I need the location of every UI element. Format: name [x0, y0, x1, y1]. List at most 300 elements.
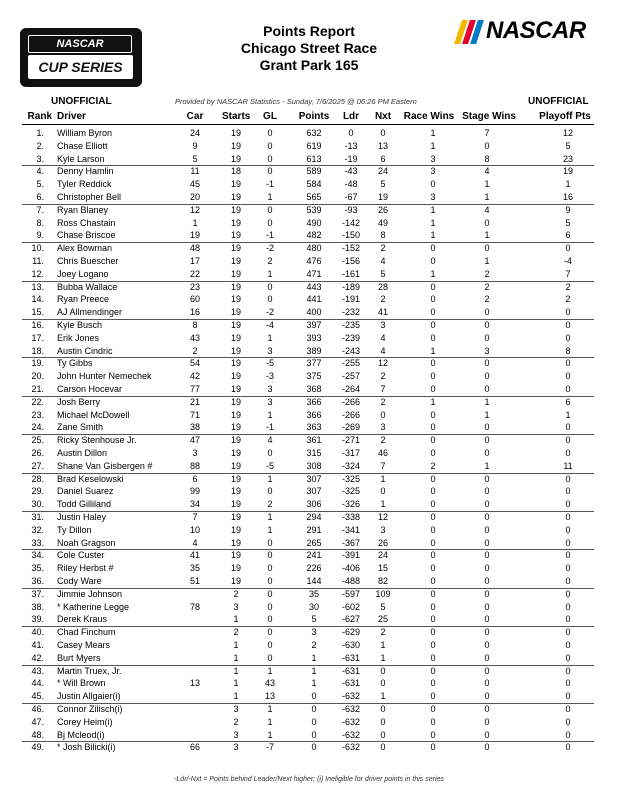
nascar-wordmark: NASCAR [486, 17, 586, 44]
cell-car: 2 [192, 345, 198, 356]
cell-race-wins: 0 [430, 665, 436, 676]
cell-stage-wins: 2 [484, 268, 490, 279]
col-playoff-pts: Playoff Pts [539, 111, 591, 122]
cell-ldr: -325 [341, 486, 360, 497]
cell-nxt: 7 [380, 384, 386, 394]
cell-playoff-pts: -4 [563, 256, 572, 266]
cell-playoff-pts: 12 [562, 128, 573, 138]
cell-race-wins: 3 [430, 153, 436, 164]
cell-gl: 2 [267, 499, 273, 510]
cell-race-wins: 3 [430, 166, 436, 177]
cell-starts: 19 [230, 345, 241, 356]
cell-nxt: 8 [380, 230, 386, 241]
cell-points: 35 [308, 588, 319, 599]
cell-playoff-pts: 0 [565, 537, 571, 548]
cell-nxt: 15 [377, 563, 388, 574]
cell-ldr: -243 [341, 345, 360, 356]
cell-playoff-pts: 0 [565, 320, 571, 330]
cell-gl: 0 [267, 166, 273, 177]
cell-starts: 19 [230, 320, 241, 330]
cell-stage-wins: 0 [484, 499, 490, 510]
cell-playoff-pts: 8 [565, 345, 571, 356]
cell-ldr: -488 [341, 576, 360, 586]
cell-starts: 19 [230, 550, 241, 561]
cell-playoff-pts: 0 [565, 576, 571, 586]
cell-playoff-pts: 0 [565, 691, 571, 702]
cell-rank: 11. [32, 256, 44, 266]
cell-ldr: -13 [344, 140, 358, 151]
cell-rank: 28. [31, 473, 44, 484]
cell-ldr: -142 [341, 217, 360, 228]
cell-nxt: 3 [380, 320, 386, 330]
cell-playoff-pts: 0 [565, 332, 571, 343]
cell-starts: 19 [230, 448, 241, 458]
cell-stage-wins: 2 [484, 281, 490, 292]
cell-ldr: -632 [341, 729, 360, 740]
cell-rank: 36. [31, 576, 44, 586]
cell-starts: 19 [230, 243, 241, 254]
cell-driver: Alex Bowman [57, 243, 113, 254]
cell-points: 0 [311, 716, 317, 727]
cell-starts: 19 [230, 563, 241, 574]
cell-car: 42 [189, 371, 200, 382]
cell-driver: Tyler Reddick [57, 179, 112, 190]
cell-stage-wins: 0 [484, 524, 490, 535]
cell-gl: 0 [267, 486, 273, 497]
cell-stage-wins: 1 [484, 409, 490, 420]
cell-nxt: 41 [377, 307, 388, 318]
cell-car: 16 [189, 307, 200, 318]
cell-points: 2 [311, 640, 317, 650]
col-ldr: Ldr [342, 111, 360, 122]
cell-rank: 38. [31, 601, 44, 612]
cell-playoff-pts: 0 [565, 563, 571, 574]
cell-starts: 1 [233, 640, 239, 650]
cell-points: 307 [306, 473, 322, 484]
cell-playoff-pts: 0 [565, 512, 571, 522]
cell-stage-wins: 0 [484, 307, 490, 318]
cell-ldr: -632 [341, 691, 360, 702]
cell-stage-wins: 0 [484, 627, 490, 638]
cell-stage-wins: 3 [484, 345, 490, 356]
cell-rank: 27. [31, 460, 44, 471]
table-row [0, 421, 618, 434]
cell-gl: -5 [265, 460, 274, 471]
cell-race-wins: 0 [430, 307, 436, 318]
cell-race-wins: 0 [430, 678, 436, 689]
cell-gl: 3 [267, 384, 273, 394]
cell-ldr: -257 [341, 371, 360, 382]
cell-race-wins: 0 [430, 524, 436, 535]
cell-playoff-pts: 0 [565, 627, 571, 638]
cell-ldr: -156 [341, 256, 360, 266]
cell-driver: Jimmie Johnson [57, 588, 123, 599]
cell-stage-wins: 0 [484, 243, 490, 254]
cell-rank: 45. [31, 691, 44, 702]
cell-gl: 2 [267, 256, 273, 266]
cell-stage-wins: 2 [484, 294, 490, 305]
cell-rank: 6. [36, 192, 44, 202]
table-row [0, 383, 618, 396]
cell-rank: 20. [31, 371, 44, 382]
cell-gl: 0 [267, 204, 273, 215]
cell-ldr: -266 [341, 396, 360, 407]
cell-nxt: 24 [377, 550, 388, 561]
cell-rank: 18. [31, 345, 44, 356]
cell-race-wins: 0 [430, 435, 436, 446]
cell-stage-wins: 0 [484, 691, 490, 702]
cell-race-wins: 1 [430, 345, 436, 356]
cell-rank: 13. [31, 281, 44, 292]
cell-gl: -2 [265, 307, 274, 318]
cell-nxt: 3 [380, 524, 386, 535]
race-name: Chicago Street Race [240, 40, 378, 56]
cell-points: 441 [306, 294, 322, 305]
cell-car: 12 [189, 204, 200, 215]
cell-stage-wins: 0 [484, 588, 490, 599]
cell-rank: 26. [31, 448, 44, 458]
cell-nxt: 82 [377, 576, 388, 586]
cell-gl: 0 [267, 550, 273, 561]
cell-starts: 19 [230, 128, 241, 138]
cell-rank: 2. [36, 140, 44, 151]
cell-race-wins: 0 [430, 281, 436, 292]
cell-stage-wins: 0 [484, 742, 490, 753]
cell-ldr: -271 [341, 435, 360, 446]
cell-driver: Ricky Stenhouse Jr. [57, 435, 137, 446]
cell-rank: 9. [36, 230, 44, 241]
cell-stage-wins: 0 [484, 140, 490, 151]
cell-ldr: -19 [344, 153, 358, 164]
table-row [0, 370, 618, 383]
cell-gl: 0 [267, 614, 273, 625]
cell-car: 5 [192, 153, 198, 164]
cell-gl: 0 [267, 217, 273, 228]
cell-car: 48 [189, 243, 200, 254]
cell-car: 7 [192, 512, 198, 522]
cell-playoff-pts: 0 [565, 448, 571, 458]
cell-car: 45 [189, 179, 200, 190]
cell-gl: 0 [267, 627, 273, 638]
event-name: Grant Park 165 [259, 57, 359, 73]
cell-starts: 19 [230, 384, 241, 394]
cell-race-wins: 1 [430, 204, 436, 215]
col-stage-wins: Stage Wins [462, 111, 516, 122]
cell-points: 476 [306, 256, 322, 266]
col-points: Points [298, 111, 330, 122]
cell-stage-wins: 0 [484, 665, 490, 676]
cell-ldr: -597 [341, 588, 360, 599]
cell-race-wins: 3 [430, 192, 436, 202]
cell-nxt: 12 [377, 358, 388, 369]
table-row [0, 306, 618, 319]
cell-race-wins: 0 [430, 179, 436, 190]
cell-stage-wins: 0 [484, 422, 490, 433]
cell-starts: 19 [230, 576, 241, 586]
cell-starts: 19 [230, 179, 241, 190]
cell-car: 1 [192, 217, 198, 228]
table-row [0, 498, 618, 511]
cell-nxt: 2 [380, 435, 386, 446]
cell-starts: 19 [230, 460, 241, 471]
cell-ldr: -338 [341, 512, 360, 522]
cell-playoff-pts: 5 [565, 140, 571, 151]
cell-nxt: 12 [377, 512, 388, 522]
cell-gl: 13 [264, 691, 275, 702]
cell-starts: 2 [233, 627, 239, 638]
cell-playoff-pts: 2 [565, 281, 571, 292]
cell-stage-wins: 0 [484, 729, 490, 740]
report-title: Points Report [263, 23, 355, 39]
cell-points: 589 [306, 166, 322, 177]
cell-gl: -3 [265, 371, 274, 382]
col-nxt: Nxt [374, 111, 392, 122]
cell-points: 294 [306, 512, 322, 522]
cell-driver: Brad Keselowski [57, 473, 124, 484]
cell-car: 51 [189, 576, 200, 586]
table-row [0, 665, 618, 678]
cell-playoff-pts: 1 [565, 179, 571, 190]
cell-driver: Denny Hamlin [57, 166, 114, 177]
cell-ldr: -43 [344, 166, 358, 177]
cell-gl: 4 [267, 435, 273, 446]
cell-ldr: -152 [341, 243, 360, 254]
cell-rank: 42. [31, 652, 44, 663]
cell-stage-wins: 0 [484, 358, 490, 369]
cell-starts: 19 [230, 281, 241, 292]
cell-nxt: 2 [380, 243, 386, 254]
cell-points: 400 [306, 307, 322, 318]
table-row [0, 319, 618, 332]
table-row [0, 652, 618, 665]
cell-race-wins: 0 [430, 550, 436, 561]
cell-nxt: 0 [380, 742, 386, 753]
cell-ldr: -150 [341, 230, 360, 241]
cell-starts: 19 [230, 537, 241, 548]
cell-starts: 1 [233, 678, 239, 689]
cell-playoff-pts: 0 [565, 614, 571, 625]
col-car: Car [186, 111, 204, 122]
cell-rank: 7. [36, 204, 44, 215]
table-row [0, 741, 618, 754]
cell-car: 11 [190, 166, 200, 177]
cell-car: 6 [192, 473, 198, 484]
table-row [0, 140, 618, 153]
cell-starts: 19 [230, 409, 241, 420]
table-row [0, 127, 618, 140]
cell-starts: 19 [230, 396, 241, 407]
cell-car: 4 [192, 537, 198, 548]
cell-gl: 0 [267, 652, 273, 663]
cell-points: 291 [306, 524, 322, 535]
cell-race-wins: 0 [430, 588, 436, 599]
cell-playoff-pts: 0 [565, 729, 571, 740]
cell-car: 71 [189, 409, 200, 420]
unofficial-label-left: UNOFFICIAL [51, 96, 112, 107]
cell-starts: 3 [233, 704, 239, 714]
cell-car: 99 [189, 486, 200, 497]
cell-nxt: 5 [380, 601, 386, 612]
cell-rank: 24. [31, 422, 44, 433]
table-row [0, 537, 618, 550]
cell-car: 34 [189, 499, 200, 510]
cell-playoff-pts: 2 [565, 294, 571, 305]
cell-rank: 46. [31, 704, 44, 714]
table-row [0, 549, 618, 562]
table-row [0, 601, 618, 614]
cell-car: 38 [189, 422, 200, 433]
cell-nxt: 0 [380, 716, 386, 727]
cell-gl: -1 [265, 422, 274, 433]
cell-ldr: -269 [341, 422, 360, 433]
cell-car: 35 [189, 563, 200, 574]
cell-playoff-pts: 0 [565, 243, 571, 254]
col-race-wins: Race Wins [403, 111, 455, 122]
cell-ldr: -264 [341, 384, 360, 394]
cell-rank: 15. [31, 307, 44, 318]
table-row [0, 293, 618, 306]
cell-ldr: -631 [341, 665, 360, 676]
table-row [0, 357, 618, 370]
cell-race-wins: 1 [430, 396, 436, 407]
cell-driver: Erik Jones [57, 332, 100, 343]
cell-starts: 19 [230, 294, 241, 305]
cell-ldr: 0 [348, 128, 354, 138]
cell-car: 54 [189, 358, 200, 369]
table-row [0, 396, 618, 409]
cell-race-wins: 1 [430, 230, 436, 241]
cell-driver: Riley Herbst # [57, 563, 114, 574]
cell-points: 632 [306, 128, 322, 138]
cell-driver: Austin Dillon [57, 448, 108, 458]
cell-gl: 3 [267, 396, 273, 407]
table-row [0, 255, 618, 268]
table-row [0, 485, 618, 498]
cell-driver: AJ Allmendinger [57, 307, 123, 318]
cell-car: 17 [189, 256, 200, 266]
cell-driver: Michael McDowell [57, 409, 130, 420]
cell-rank: 47. [31, 716, 44, 727]
cell-playoff-pts: 0 [565, 473, 571, 484]
cell-points: 0 [311, 691, 317, 702]
cell-nxt: 0 [380, 665, 386, 676]
cell-playoff-pts: 11 [563, 460, 573, 471]
cell-race-wins: 0 [430, 704, 436, 714]
cell-ldr: -317 [341, 448, 360, 458]
cell-stage-wins: 0 [484, 550, 490, 561]
cell-points: 241 [306, 550, 322, 561]
cell-nxt: 2 [380, 627, 386, 638]
cell-starts: 18 [230, 166, 241, 177]
cell-driver: Carson Hocevar [57, 384, 123, 394]
cell-stage-wins: 7 [484, 128, 490, 138]
cell-rank: 16. [31, 320, 44, 330]
cell-race-wins: 0 [430, 691, 436, 702]
cell-starts: 19 [230, 358, 241, 369]
table-row [0, 562, 618, 575]
cell-car: 78 [189, 601, 200, 612]
cell-race-wins: 1 [430, 140, 436, 151]
cell-rank: 41. [31, 640, 44, 650]
cell-ldr: -341 [341, 524, 360, 535]
cell-driver: * Josh Bilicki(i) [57, 742, 116, 753]
cell-rank: 10. [31, 243, 44, 254]
cell-rank: 32. [31, 524, 44, 535]
cell-playoff-pts: 6 [565, 396, 571, 407]
cell-driver: Justin Allgaier(i) [57, 691, 121, 702]
cell-nxt: 0 [380, 704, 386, 714]
cell-ldr: -235 [341, 320, 360, 330]
cell-stage-wins: 0 [484, 486, 490, 497]
table-row [0, 447, 618, 460]
cell-rank: 17. [31, 332, 44, 343]
cell-rank: 37. [31, 588, 44, 599]
cell-rank: 8. [36, 217, 44, 228]
cell-race-wins: 0 [430, 627, 436, 638]
cell-points: 315 [306, 448, 322, 458]
table-row [0, 153, 618, 166]
cell-driver: Todd Gilliland [57, 499, 112, 510]
cell-race-wins: 0 [430, 729, 436, 740]
cell-driver: Derek Kraus [57, 614, 108, 625]
cell-playoff-pts: 0 [565, 640, 571, 650]
cell-points: 30 [308, 601, 319, 612]
cell-nxt: 2 [380, 294, 386, 305]
cell-driver: Ty Gibbs [57, 358, 93, 369]
cell-points: 0 [311, 729, 317, 740]
cell-nxt: 28 [377, 281, 388, 292]
cell-ldr: -189 [341, 281, 360, 292]
cell-car: 23 [189, 281, 200, 292]
cell-race-wins: 0 [430, 422, 436, 433]
cell-playoff-pts: 0 [565, 665, 571, 676]
cell-ldr: -602 [341, 601, 360, 612]
col-driver: Driver [57, 111, 86, 122]
cell-car: 41 [189, 550, 200, 561]
cell-driver: Kyle Larson [57, 153, 105, 164]
cell-playoff-pts: 0 [565, 678, 571, 689]
cell-car: 66 [189, 742, 200, 753]
cell-starts: 1 [233, 665, 239, 676]
cell-race-wins: 1 [430, 268, 436, 279]
cell-starts: 1 [233, 652, 239, 663]
cell-driver: Austin Cindric [57, 345, 113, 356]
table-row [0, 511, 618, 524]
cell-ldr: -232 [341, 307, 360, 318]
cell-driver: Corey Heim(i) [57, 716, 113, 727]
cell-points: 1 [311, 652, 317, 663]
cell-nxt: 4 [380, 332, 386, 343]
cell-starts: 19 [230, 140, 241, 151]
cell-driver: Cole Custer [57, 550, 105, 561]
cell-starts: 1 [233, 691, 239, 702]
table-row [0, 434, 618, 447]
cell-points: 613 [306, 153, 322, 164]
cell-rank: 4. [36, 166, 44, 177]
table-row [0, 626, 618, 639]
cell-stage-wins: 0 [484, 435, 490, 446]
cell-gl: 0 [267, 576, 273, 586]
cell-stage-wins: 0 [484, 473, 490, 484]
cell-race-wins: 0 [430, 243, 436, 254]
cell-points: 443 [306, 281, 322, 292]
cell-nxt: 13 [377, 140, 388, 151]
cell-car: 60 [189, 294, 200, 305]
cell-gl: 1 [267, 473, 273, 484]
cell-driver: Connor Zilisch(i) [57, 704, 123, 714]
cell-starts: 19 [230, 524, 241, 535]
cell-points: 1 [311, 665, 317, 676]
